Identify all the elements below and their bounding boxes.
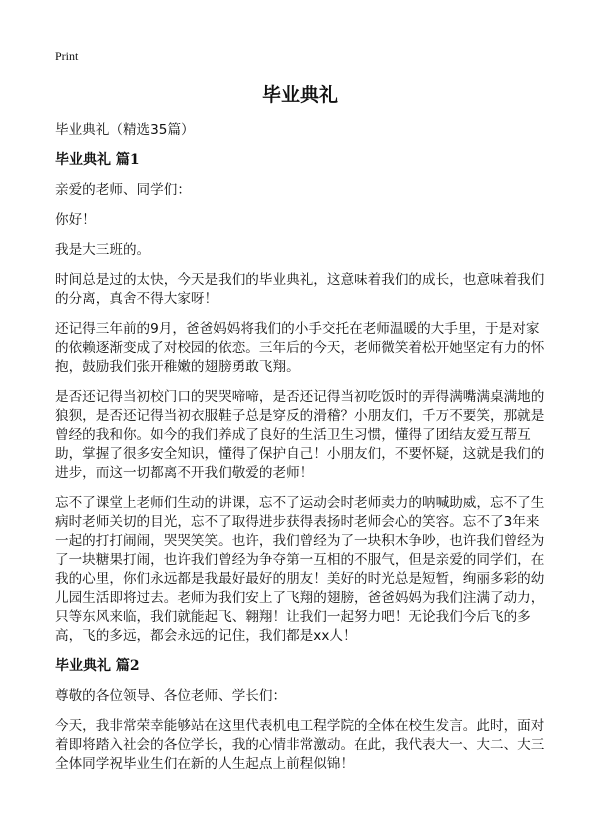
section-heading: 毕业典礼 篇1 [55,152,140,168]
section-heading: 毕业典礼 篇2 [55,658,140,674]
paragraph: 今天，我非常荣幸能够站在这里代表机电工程学院的全体在校生发言。此时，面对着即将踏入社会的各位学长，我的心情非常激动。在此，我代表大一、大二、大三全体同学祝毕业生们在新的人生起点上前程似锦！ [55,718,545,772]
paragraph: 还记得三年前的9月，爸爸妈妈将我们的小手交托在老师温暖的大手里，于是对家的依赖逐渐变成了对校园的依恋。三年后的今天，老师微笑着松开她坚定有力的怀抱，鼓励我们张开稚嫩的翅膀勇敢飞翔。 [55,321,545,375]
paragraph: 是否还记得当初校门口的哭哭啼啼，是否还记得当初吃饭时的弄得满嘴满桌满地的狼狈，是否还记得当初衣服鞋子总是穿反的滑稽？小朋友们，千万不要笑，那就是曾经的我和你。如今的我们养成了良好的生活卫生习惯，懂得了团结友爱互帮互助，掌握了很多安全知识，懂得了保护自己！小朋友们，不要怀疑，这就是我们的进步，而这一切都离不开我们敬爱的老师！ [55,389,545,481]
paragraph: 尊敬的各位领导、各位老师、学长们： [55,688,287,704]
paragraph: 时间总是过的太快，今天是我们的毕业典礼，这意味着我们的成长，也意味着我们的分离，真舍不得大家呀！ [55,272,545,307]
paragraph: 亲爱的老师、同学们： [55,182,191,198]
paragraph: 我是大三班的。 [55,242,151,258]
page-title: 毕业典礼 [261,84,338,106]
paragraph: 你好！ [55,212,96,228]
paragraph: 忘不了课堂上老师们生动的讲课，忘不了运动会时老师卖力的呐喊助威，忘不了生病时老师关切的目光，忘不了取得进步获得表扬时老师会心的笑容。忘不了3年来一起的打打闹闹，哭哭笑笑。也许，我们曾经为了一块积木争吵，也许我们曾经为了一块糖果打闹，也许我们曾经为争夺第一互相的不服气，但是亲爱的同学们，在我的心里，你们永远都是我最好最好的朋友！美好的时光总是短暂，绚丽多彩的幼儿园生活即将过去。老师为我们安上了飞翔的翅膀，爸爸妈妈为我们注满了动力，只等东风来临，我们就能起飞、翱翔！让我们一起努力吧！无论我们今后飞的多高，飞的多远，都会永远的记住，我们都是xx人！ [55,495,545,644]
document-body [55,121,549,785]
subtitle: 毕业典礼（精选35篇） [55,122,195,138]
print-link[interactable]: Print [55,49,79,63]
